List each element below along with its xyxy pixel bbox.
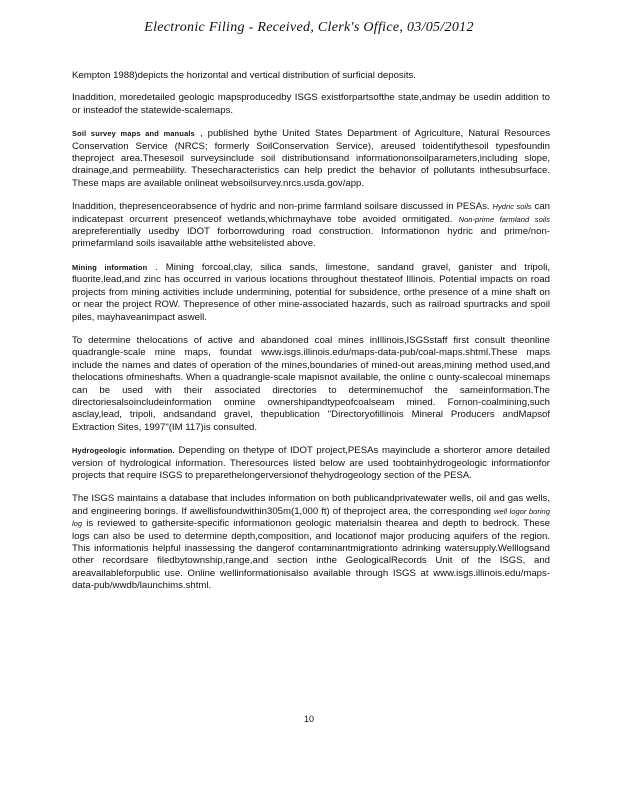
hydrogeologic-information-text: Depending on thetype of IDOT project,PESAs mayinclude a shorteror amore detailed version of hydrological information. Theresources listed below are used toobtainhydrogeologic informationfor projects that require ISGS to preparethelongerversionof thehydrogeology section of the PESA.	[72, 445, 550, 481]
hydric-text-3: arepreferentially usedby IDOT forborrowduring road construction. Informationon hydric and prime/non-primefarmland soils isavailable atthe websitelisted above.	[72, 226, 550, 250]
soil-survey-text: , published bythe United States Department of Agriculture, Natural Resources Conservation Service (NRCS; formerly SoilConservation Service), areused toidentifythesoil typesfoundin theproject area.Thesesoil surveysinclude soil distributionsand informationonsoilparameters,including slope, drainage,and permeability. Thesecharacteristics can help predict the behavior of pollutants inthesubsurface. These maps are available onlineat websoilsurvey.nrcs.usda.gov/app.	[72, 128, 550, 189]
paragraph-detailed-geologic-maps: Inaddition, moredetailed geologic mapsproducedby ISGS existforpartsofthe state,andmay be usedin addition to or insteadof the statewide-scalemaps.	[72, 92, 550, 116]
well-database-text-2: is reviewed to gathersite-specific informationon geologic materialsin thearea and depth to bedrock. These logs can also be used to determine depth,composition, and locationof major producing aquifers of the region. This informationis helpful inassessing the dangerof contaminantmigrationto adrinking watersupply.Welllogsand other recordsare filedbytownship,range,and section inthe GeologicalRecords Unit of the ISGS, and areavailableforpublic use. Online wellinformationisalso available through ISGS at www.isgs.illinois.edu/maps-data-pub/wwdb/launchims.shtml.	[72, 518, 550, 592]
document-body	[72, 70, 550, 604]
filing-header: Electronic Filing - Received, Clerk's Office, 03/05/2012	[144, 20, 474, 35]
mining-information-heading: Mining information	[72, 262, 148, 272]
paragraph-soil-survey	[72, 128, 550, 190]
soil-survey-heading: Soil survey maps and manuals	[72, 129, 195, 139]
well-database-text-1: The ISGS maintains a database that includes information on both publicandprivatewater wells, oil and gas wells, and engineering borings. If awellisfoundwithin305m(1,000 ft) of theproject area, the corresponding	[72, 493, 550, 517]
hydric-text-1: Inaddition, thepresenceorabsence of hydric and non-prime farmland soilsare discussed in PESAs.	[72, 201, 493, 213]
non-prime-farmland-term: Non-prime farmland soils	[458, 214, 550, 224]
paragraph-hydrogeologic-information	[72, 445, 550, 482]
hydrogeologic-information-heading: Hydrogeologic information.	[72, 446, 175, 456]
mining-information-text: . Mining forcoal,clay, silica sands, limestone, sandand gravel, ganister and tripoli, fluorite,lead,and zinc has occurred in various locations throughout thestateof Illinois. Potential impacts on road projects from mining activities include undermining, potential for subsidence, orthe presence of a mine shaft on or near the project ROW. Thepresence of other mine-associated hazards, such as railroad spurtracks and spoil piles, mayhaveanimpact aswell.	[72, 261, 551, 323]
paragraph-mining-information	[72, 262, 550, 324]
hydric-text-2: can indicatepast orcurrent presenceof wetlands,whichmayhave tobe avoided ormitigated.	[72, 201, 550, 225]
paragraph-well-database	[72, 493, 550, 592]
hydric-soils-term: Hydric soils	[492, 202, 532, 212]
page-number: 10	[303, 714, 314, 724]
paragraph-coal-mines: To determine thelocations of active and abandoned coal mines inIllinois,ISGSstaff first consult theonline quadrangle-scale mine maps, foundat www.isgs.illinois.edu/maps-data-pub/coal-maps.shtml.These maps include the names and dates of operation of the mines,boundaries of mined-out areas,mining method used,and thelocations ofmineshafts. When a quadrangle-scale mapisnot available, the online c ounty-scalecoal minemaps can be used with their associated directories to determinemuchof the sameinformation.The directoriesalsoincludeinformation onmine ownershipandtypeofcoalseam mined. Fornon-coalmining,such asclay,lead, tripoli, andsandand gravel, thepublication "Directoryofillinois Mineral Producers andMapsof Extraction Sites, 1997"(IM 117)is consulted.	[72, 334, 550, 433]
well-log-term: well logor boring log	[72, 506, 551, 529]
paragraph-surficial-deposits: Kempton 1988)depicts the horizontal and vertical distribution of surficial deposits.	[72, 70, 416, 81]
paragraph-hydric-soils	[72, 201, 550, 251]
